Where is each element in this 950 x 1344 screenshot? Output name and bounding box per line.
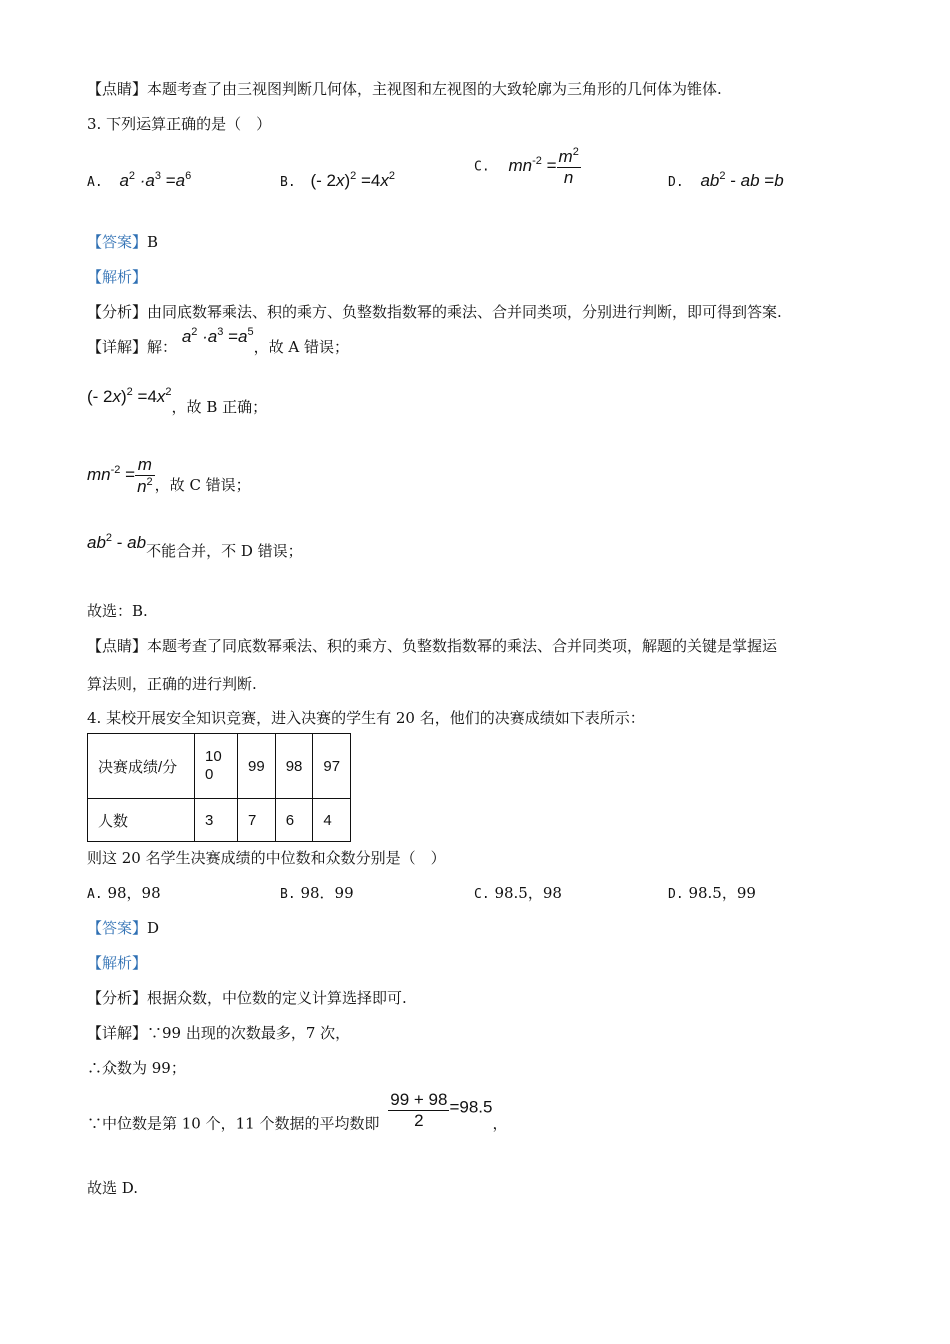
q4-stem: 4. 某校开展安全知识竞赛，进入决赛的学生有 20 名，他们的决赛成绩如下表所示：	[87, 709, 645, 727]
q3-option-c: C. $mn^{-2}$ = $\frac{m^2}{n}$	[474, 146, 579, 187]
prev-dianjing: 【点睛】本题考查了由三视图判断几何体，主视图和左视图的大致轮廓为三角形的几何体为锥体.	[87, 80, 722, 98]
q3-dianjing-line2: 算法则，正确的进行判断.	[87, 675, 257, 693]
q3-fenxi: 【分析】由同底数幂乘法、积的乘方、负整数指数幂的乘法、合并同类项，分别进行判断，即可得到答案.	[87, 303, 782, 321]
q3-conclusion: 故选：B.	[87, 602, 148, 620]
q3-dianjing-line1: 【点睛】本题考查了同底数幂乘法、积的乘方、负整数指数幂的乘法、合并同类项，解题的关键是掌握运	[87, 637, 778, 655]
q3-option-a: A. $a^2 \cdot a^3 =a^6$	[87, 170, 192, 190]
q3-option-d: D. $ab^2$ - ab =b	[668, 170, 784, 190]
q4-question: 则这 20 名学生决赛成绩的中位数和众数分别是（ ）	[87, 849, 446, 867]
q4-option-c: C. 98.5，98	[474, 884, 562, 902]
q3-step-b: (- $2x)^2 =4x^2$，故 B 正确；	[87, 386, 268, 416]
dianjing-label: 【点睛】	[87, 80, 148, 98]
q3-answer: 【答案】B	[87, 233, 159, 251]
q4-option-b: B. 98．99	[280, 884, 354, 902]
q3-jiexi-label: 【解析】	[87, 268, 148, 286]
q3-step-c: $mn^{-2}$ = $\frac{m}{n^2}$ ，故 C 错误；	[87, 455, 251, 496]
q4-mode-line: ∴众数为 99；	[87, 1059, 186, 1077]
q4-conclusion: 故选 D.	[87, 1179, 139, 1197]
q3-stem: 3. 下列运算正确的是（ ）	[87, 115, 272, 133]
q4-xiangjie: 【详解】∵99 出现的次数最多，7 次，	[87, 1024, 351, 1042]
table-row: 人数 3 7 6 4	[88, 799, 351, 842]
q4-fenxi: 【分析】根据众数，中位数的定义计算选择即可.	[87, 989, 407, 1007]
q4-option-a: A. 98，98	[87, 884, 161, 902]
q3-step-d: $ab^2$ - ab不能合并，不 D 错误；	[87, 532, 303, 560]
q4-option-d: D. 98.5，99	[668, 884, 756, 902]
table-row: 决赛成绩/分 100 99 98 97	[88, 734, 351, 799]
scores-table	[87, 733, 351, 842]
q4-median-line: ∵中位数是第 10 个，11 个数据的平均数即 $\frac{99 + 98}{2}$ =98.5，	[87, 1090, 508, 1133]
q4-jiexi-label: 【解析】	[87, 954, 148, 972]
q3-xiangjie: 【详解】解： $a^2 \cdot a^3 =a^5$，故 A 错误；	[87, 326, 350, 356]
q4-answer: 【答案】D	[87, 919, 160, 937]
q3-option-b: B. (- $2x)^2 =4x^2$	[280, 170, 395, 190]
